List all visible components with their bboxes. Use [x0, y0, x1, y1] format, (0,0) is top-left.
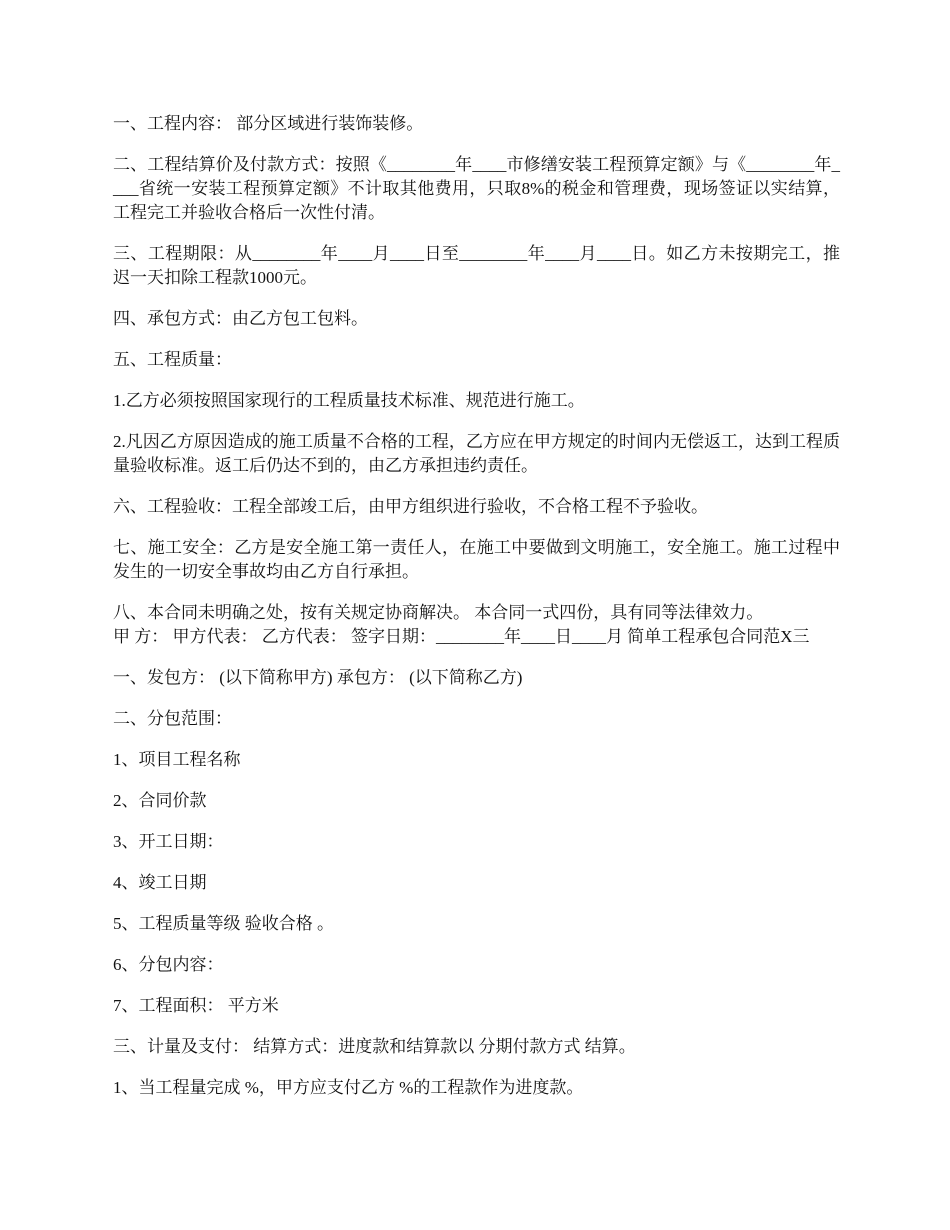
scope-item-start-date: 3、开工日期： [113, 832, 224, 851]
scope-item-contract-price: 2、合同价款 [113, 791, 207, 810]
quality-item-2: 2.凡因乙方原因造成的施工质量不合格的工程，乙方应在甲方规定的时间内无偿返工，达到工程质量验收标准。返工后仍达不到的，由乙方承担违约责任。 [113, 432, 840, 475]
clause-1-project-content: 一、工程内容： 部分区域进行装饰装修。 [113, 114, 424, 133]
scope-item-area: 7、工程面积： 平方米 [113, 996, 279, 1015]
scope-item-quality-grade: 5、工程质量等级 验收合格 。 [113, 914, 334, 933]
scope-item-completion-date: 4、竣工日期 [113, 873, 207, 892]
quality-item-1: 1.乙方必须按照国家现行的工程质量技术标准、规范进行施工。 [113, 391, 585, 410]
clause-2-settlement-payment: 二、工程结算价及付款方式：按照《________年____市修缮安装工程预算定额》与《________年____省统一安装工程预算定额》不计取其他费用，只取8%的税金和管理费，现场签证以实结算，工程完工并验收合格后一次性付清。 [113, 155, 840, 222]
section-2-scope-heading: 二、分包范围： [113, 709, 232, 728]
clause-6-acceptance: 六、工程验收：工程全部竣工后，由甲方组织进行验收，不合格工程不予验收。 [113, 497, 708, 516]
scope-item-content: 6、分包内容： [113, 955, 224, 974]
payment-item-1: 1、当工程量完成 %，甲方应支付乙方 %的工程款作为进度款。 [113, 1078, 584, 1097]
section-3-measurement-payment: 三、计量及支付： 结算方式：进度款和结算款以 分期付款方式 结算。 [113, 1037, 636, 1056]
section-1-parties: 一、发包方： (以下简称甲方) 承包方： (以下简称乙方) [113, 668, 523, 687]
clause-8-misc: 八、本合同未明确之处，按有关规定协商解决。 本合同一式四份，具有同等法律效力。 [113, 603, 764, 622]
scope-item-project-name: 1、项目工程名称 [113, 750, 241, 769]
clause-5-quality-heading: 五、工程质量： [113, 350, 232, 369]
signature-line: 甲 方： 甲方代表： 乙方代表： 签字日期：________年____日____月 简单工程承包合同范X三 [113, 627, 810, 646]
clause-3-project-period: 三、工程期限：从________年____月____日至________年____月____日。如乙方未按期完工，推迟一天扣除工程款1000元。 [113, 244, 840, 287]
clause-7-safety: 七、施工安全：乙方是安全施工第一责任人，在施工中要做到文明施工，安全施工。施工过程中发生的一切安全事故均由乙方自行承担。 [113, 538, 840, 581]
document-page [113, 112, 840, 1117]
clause-4-contract-method: 四、承包方式：由乙方包工包料。 [113, 309, 368, 328]
